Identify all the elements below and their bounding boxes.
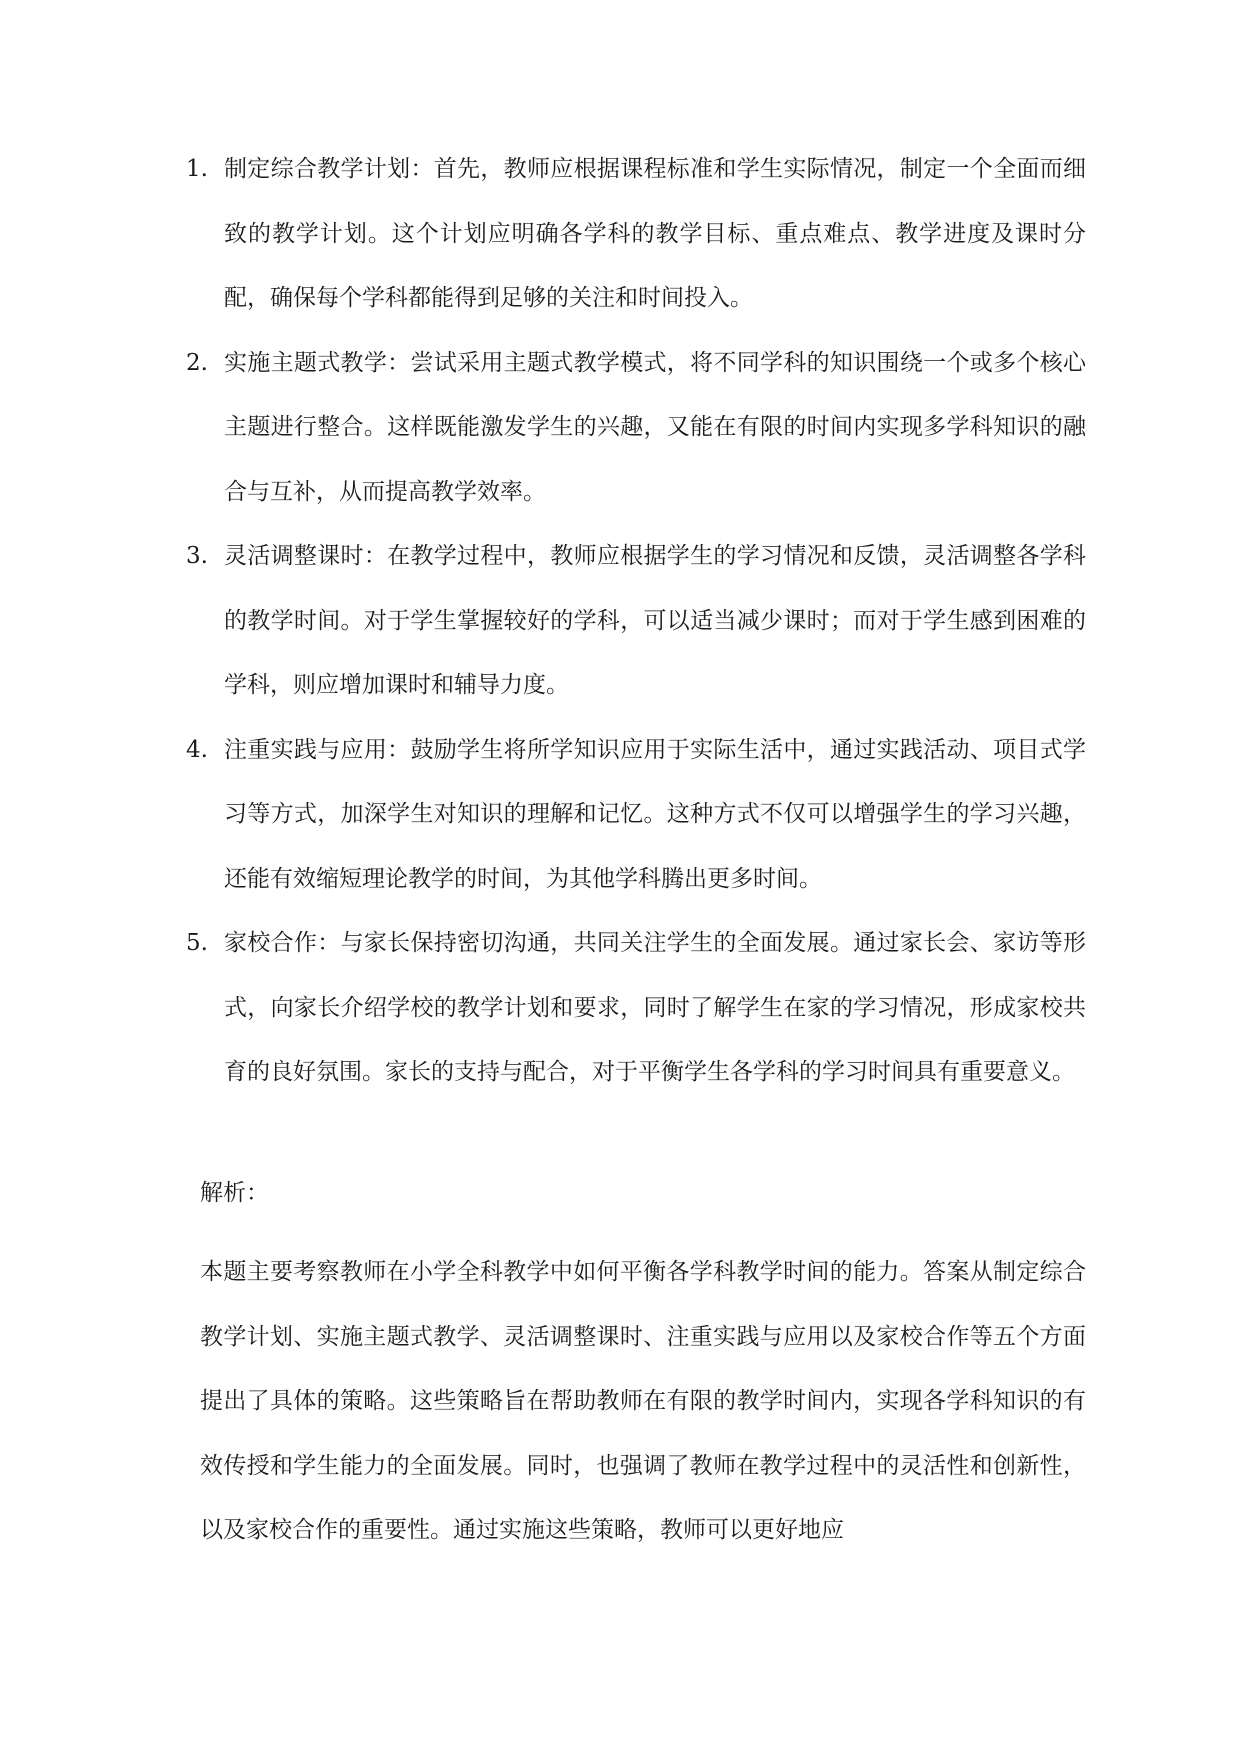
list-item-number: 5. — [186, 930, 208, 956]
list-item — [186, 331, 1086, 525]
list-item — [186, 911, 1086, 1105]
list-item-text: 注重实践与应用：鼓励学生将所学知识应用于实际生活中，通过实践活动、项目式学习等方式，加深学生对知识的理解和记忆。这种方式不仅可以增强学生的学习兴趣，还能有效缩短理论教学的时间，为其他学科腾出更多时间。 — [224, 736, 1086, 892]
strategy-list — [186, 137, 1086, 1105]
list-item-text: 实施主题式教学：尝试采用主题式教学模式，将不同学科的知识围绕一个或多个核心主题进行整合。这样既能激发学生的兴趣，又能在有限的时间内实现多学科知识的融合与互补，从而提高教学效率。 — [224, 349, 1086, 505]
list-item-number: 1. — [186, 156, 208, 182]
list-item-number: 4. — [186, 736, 208, 763]
list-item-number: 3. — [186, 543, 208, 569]
list-item — [186, 718, 1086, 912]
analysis-heading: 解析： — [200, 1180, 269, 1206]
list-item-number: 2. — [186, 349, 208, 376]
list-item — [186, 524, 1086, 718]
list-item-text: 灵活调整课时：在教学过程中，教师应根据学生的学习情况和反馈，灵活调整各学科的教学时间。对于学生掌握较好的学科，可以适当减少课时；而对于学生感到困难的学科，则应增加课时和辅导力度。 — [224, 543, 1086, 698]
list-item — [186, 137, 1086, 331]
list-item-text: 家校合作：与家长保持密切沟通，共同关注学生的全面发展。通过家长会、家访等形式，向家长介绍学校的教学计划和要求，同时了解学生在家的学习情况，形成家校共育的良好氛围。家长的支持与配合，对于平衡学生各学科的学习时间具有重要意义。 — [224, 930, 1086, 1085]
list-item-text: 制定综合教学计划：首先，教师应根据课程标准和学生实际情况，制定一个全面而细致的教学计划。这个计划应明确各学科的教学目标、重点难点、教学进度及课时分配，确保每个学科都能得到足够的关注和时间投入。 — [224, 156, 1086, 311]
analysis-paragraph: 本题主要考察教师在小学全科教学中如何平衡各学科教学时间的能力。答案从制定综合教学计划、实施主题式教学、灵活调整课时、注重实践与应用以及家校合作等五个方面提出了具体的策略。这些策略旨在帮助教师在有限的教学时间内，实现各学科知识的有效传授和学生能力的全面发展。同时，也强调了教师在教学过程中的灵活性和创新性，以及家校合作的重要性。通过实施这些策略，教师可以更好地应 — [200, 1259, 1086, 1543]
